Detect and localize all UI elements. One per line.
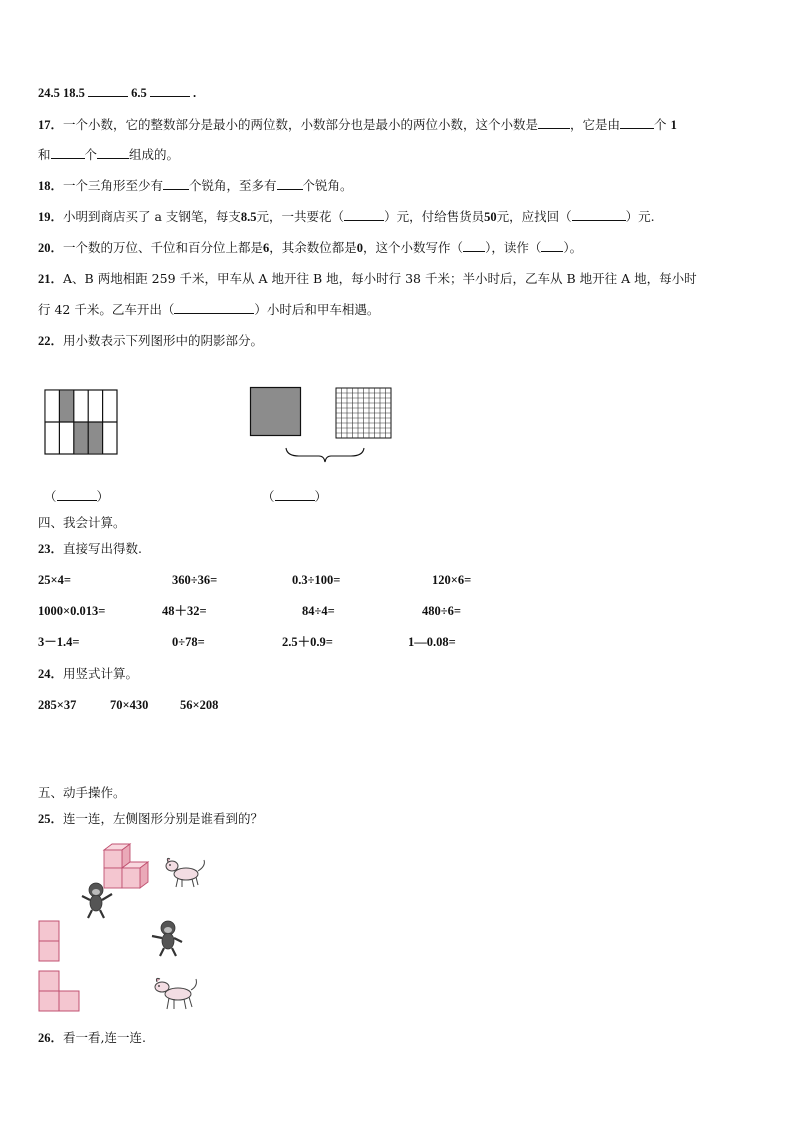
q22 [38, 333, 263, 349]
section-heading: 五、动手操作。 [38, 785, 126, 800]
q19 [38, 208, 655, 225]
hundred-grid-figure [335, 387, 392, 439]
calc-item: 84÷4= [302, 604, 335, 618]
q18-text: 个锐角，至多有 [189, 178, 277, 193]
answer-blank[interactable] [620, 116, 654, 129]
q26-text: 看一看,连一连. [63, 1030, 146, 1045]
answer-blank[interactable] [538, 116, 570, 129]
q20-text: ，这个小数写作（ [363, 240, 464, 255]
value-b: 18.5 [63, 86, 85, 100]
q23 [38, 541, 142, 557]
answer-blank[interactable] [163, 177, 189, 190]
question-number: 22． [38, 334, 64, 348]
answer-blank[interactable] [88, 84, 128, 97]
q17-line2 [38, 146, 179, 163]
answer-blank[interactable] [51, 146, 85, 159]
q19-text: 小明到商店买了 a 支钢笔，每支 [63, 209, 241, 224]
vertical-calc-item: 285×37 [38, 698, 77, 712]
question-number: 26． [38, 1031, 64, 1045]
monkey-icon [80, 880, 116, 920]
q17-line1 [38, 116, 677, 133]
q21-text: A、B 两地相距 259 千米，甲车从 A 地开往 B 地，每小时行 38 千米；半小时后，乙车从 B 地开往 A 地，每小时 [63, 271, 697, 286]
section-heading: 四、我会计算。 [38, 515, 126, 530]
q21-line2 [38, 301, 379, 318]
value-a: 24.5 [38, 86, 60, 100]
answer-blank[interactable] [275, 488, 315, 501]
q24 [38, 666, 138, 682]
q17-text: 和 [38, 147, 51, 162]
monkey-icon [150, 918, 186, 958]
paren: （ [44, 489, 57, 504]
q20-text: ）。 [563, 240, 583, 255]
answer-blank[interactable] [344, 208, 384, 221]
question-number: 20． [38, 241, 64, 255]
answer-blank[interactable] [463, 239, 485, 252]
q21-text: ）小时后和甲车相遇。 [254, 302, 380, 317]
answer-blank[interactable] [150, 84, 190, 97]
calc-item: 0.3÷100= [292, 573, 341, 587]
q17-number: 1 [670, 118, 677, 132]
calc-item: 1000×0.013= [38, 604, 106, 618]
q20-text: ，其余数位都是 [269, 240, 357, 255]
value-c: 6.5 [131, 86, 147, 100]
paren: ） [96, 489, 110, 504]
q19-text: 元，应找回（ [496, 209, 572, 224]
q19-price: 8.5 [240, 210, 257, 224]
answer-blank[interactable] [174, 301, 254, 314]
q20 [38, 239, 582, 256]
q19-paid: 50 [484, 210, 497, 224]
q25-text: 连一连，左侧图形分别是谁看到的？ [63, 811, 264, 826]
question-number: 24． [38, 667, 64, 681]
fraction-grid-figure [45, 390, 117, 454]
calc-item: 480÷6= [422, 604, 461, 618]
question-number: 21． [38, 272, 64, 286]
q18-text: 个锐角。 [302, 178, 353, 193]
question-number: 23． [38, 542, 64, 556]
calc-item: 0÷78= [172, 635, 205, 649]
q22-text: 用小数表示下列图形中的阴影部分。 [63, 333, 264, 348]
q23-text: 直接写出得数. [63, 541, 142, 556]
q17-text: 个 [654, 117, 667, 132]
q20-text: 一个数的万位、千位和百分位上都是 [63, 240, 264, 255]
q16-tail [38, 84, 196, 101]
q18 [38, 177, 353, 194]
vertical-calc-item: 56×208 [180, 698, 219, 712]
q21-line1 [38, 271, 697, 287]
question-number: 19． [38, 210, 64, 224]
q20-digit: 0 [356, 241, 364, 255]
answer-blank[interactable] [572, 208, 626, 221]
calc-item: 2.5＋0.9= [282, 635, 333, 649]
q18-text: 一个三角形至少有 [63, 178, 164, 193]
q17-text: 个 [84, 147, 98, 162]
view-shape-l [38, 970, 84, 1014]
question-number: 18． [38, 179, 64, 193]
q17-text: ，它是由 [570, 117, 621, 132]
calc-item: 1—0.08= [408, 635, 456, 649]
answer-blank[interactable] [57, 488, 97, 501]
q26 [38, 1030, 146, 1046]
calc-item: 48＋32= [162, 604, 207, 618]
shaded-square-figure [250, 387, 302, 437]
paren: （ [262, 489, 275, 504]
q22-answer-1 [44, 488, 109, 505]
question-number: 25． [38, 812, 64, 826]
answer-blank[interactable] [277, 177, 303, 190]
q17-text: 一个小数，它的整数部分是最小的两位数，小数部分也是最小的两位小数，这个小数是 [63, 117, 539, 132]
question-number: 17． [38, 118, 64, 132]
calc-item: 120×6= [432, 573, 472, 587]
calc-item: 25×4= [38, 573, 71, 587]
brace [285, 446, 365, 464]
calc-item: 360÷36= [172, 573, 218, 587]
q25 [38, 811, 263, 827]
dog-icon [150, 976, 200, 1012]
q19-text: 元，一共要花（ [256, 209, 345, 224]
period: . [193, 86, 197, 100]
q19-text: ）元. [625, 209, 655, 224]
vertical-calc-item: 70×430 [110, 698, 149, 712]
q24-text: 用竖式计算。 [63, 666, 139, 681]
q17-text: 组成的。 [129, 147, 180, 162]
view-shape-vertical [38, 920, 62, 964]
dog-icon [160, 856, 208, 890]
q22-answer-2 [262, 488, 327, 505]
answer-blank[interactable] [97, 146, 129, 159]
paren: ） [314, 489, 328, 504]
q19-text: ）元，付给售货员 [384, 209, 485, 224]
calc-item: 3－1.4= [38, 635, 80, 649]
answer-blank[interactable] [541, 239, 563, 252]
q20-text: ），读作（ [485, 240, 542, 255]
q20-digit: 6 [263, 241, 270, 255]
q21-text: 行 42 千米。乙车开出（ [38, 302, 175, 317]
